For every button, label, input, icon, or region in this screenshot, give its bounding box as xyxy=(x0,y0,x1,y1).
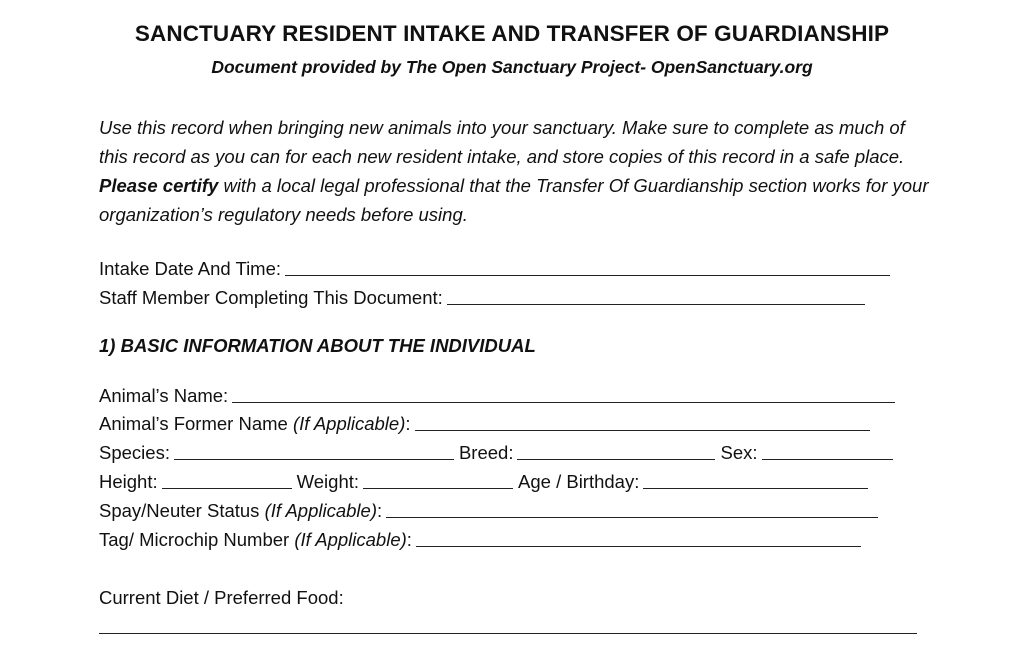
former-name-colon: : xyxy=(405,413,411,434)
intake-date-label: Intake Date And Time: xyxy=(99,258,282,279)
former-name-label: Animal’s Former Name xyxy=(99,413,288,434)
species-row xyxy=(99,441,893,465)
document-subtitle: Document provided by The Open Sanctuary Project- OpenSanctuary.org xyxy=(211,57,813,77)
sex-field[interactable] xyxy=(762,459,893,460)
microchip-row xyxy=(99,528,861,552)
microchip-qualifier: (If Applicable) xyxy=(294,529,407,550)
weight-field[interactable] xyxy=(363,488,513,489)
intro-text-1: Use this record when bringing new animals into your sanctuary. Make sure to complete as much of this record as you can for each new resident intake, and store copies of this record in a safe place. xyxy=(99,117,905,167)
age-field[interactable] xyxy=(643,488,868,489)
intake-date-row xyxy=(99,257,890,281)
breed-field[interactable] xyxy=(517,459,715,460)
animal-name-field[interactable] xyxy=(232,402,895,403)
spay-neuter-label: Spay/Neuter Status xyxy=(99,500,260,521)
diet-label: Current Diet / Preferred Food: xyxy=(99,587,344,608)
species-label: Species: xyxy=(99,442,170,463)
spay-neuter-row xyxy=(99,499,878,523)
species-field[interactable] xyxy=(174,459,454,460)
diet-field[interactable] xyxy=(99,633,917,634)
height-field[interactable] xyxy=(162,488,292,489)
spay-neuter-qualifier: (If Applicable) xyxy=(264,500,377,521)
microchip-field[interactable] xyxy=(416,546,861,547)
staff-member-field[interactable] xyxy=(447,304,865,305)
animal-name-label: Animal’s Name: xyxy=(99,385,229,406)
sex-label: Sex: xyxy=(720,442,758,463)
intro-text-2: with a local legal professional that the Transfer Of Guardianship section works for your organization’s regulatory needs before using. xyxy=(99,175,929,225)
section-1-heading: 1) BASIC INFORMATION ABOUT THE INDIVIDUAL xyxy=(99,335,536,356)
microchip-colon: : xyxy=(406,529,412,550)
staff-member-row xyxy=(99,286,865,310)
spay-neuter-field[interactable] xyxy=(386,517,878,518)
diet-row xyxy=(99,586,344,610)
breed-label: Breed: xyxy=(458,442,514,463)
microchip-label: Tag/ Microchip Number xyxy=(99,529,290,550)
height-label: Height: xyxy=(99,471,158,492)
spay-neuter-colon: : xyxy=(376,500,383,521)
intake-date-field[interactable] xyxy=(285,275,890,276)
intro-paragraph xyxy=(99,113,929,229)
age-label: Age / Birthday: xyxy=(518,471,640,492)
weight-label: Weight: xyxy=(296,471,360,492)
former-name-row xyxy=(99,412,870,436)
animal-name-row xyxy=(99,384,895,408)
former-name-field[interactable] xyxy=(415,430,870,431)
intro-bold-text: Please certify xyxy=(99,175,219,196)
former-name-qualifier: (If Applicable) xyxy=(292,413,406,434)
measurements-row xyxy=(99,470,868,494)
staff-member-label: Staff Member Completing This Document: xyxy=(99,287,443,308)
document-title: SANCTUARY RESIDENT INTAKE AND TRANSFER OF GUARDIANSHIP xyxy=(134,21,890,46)
